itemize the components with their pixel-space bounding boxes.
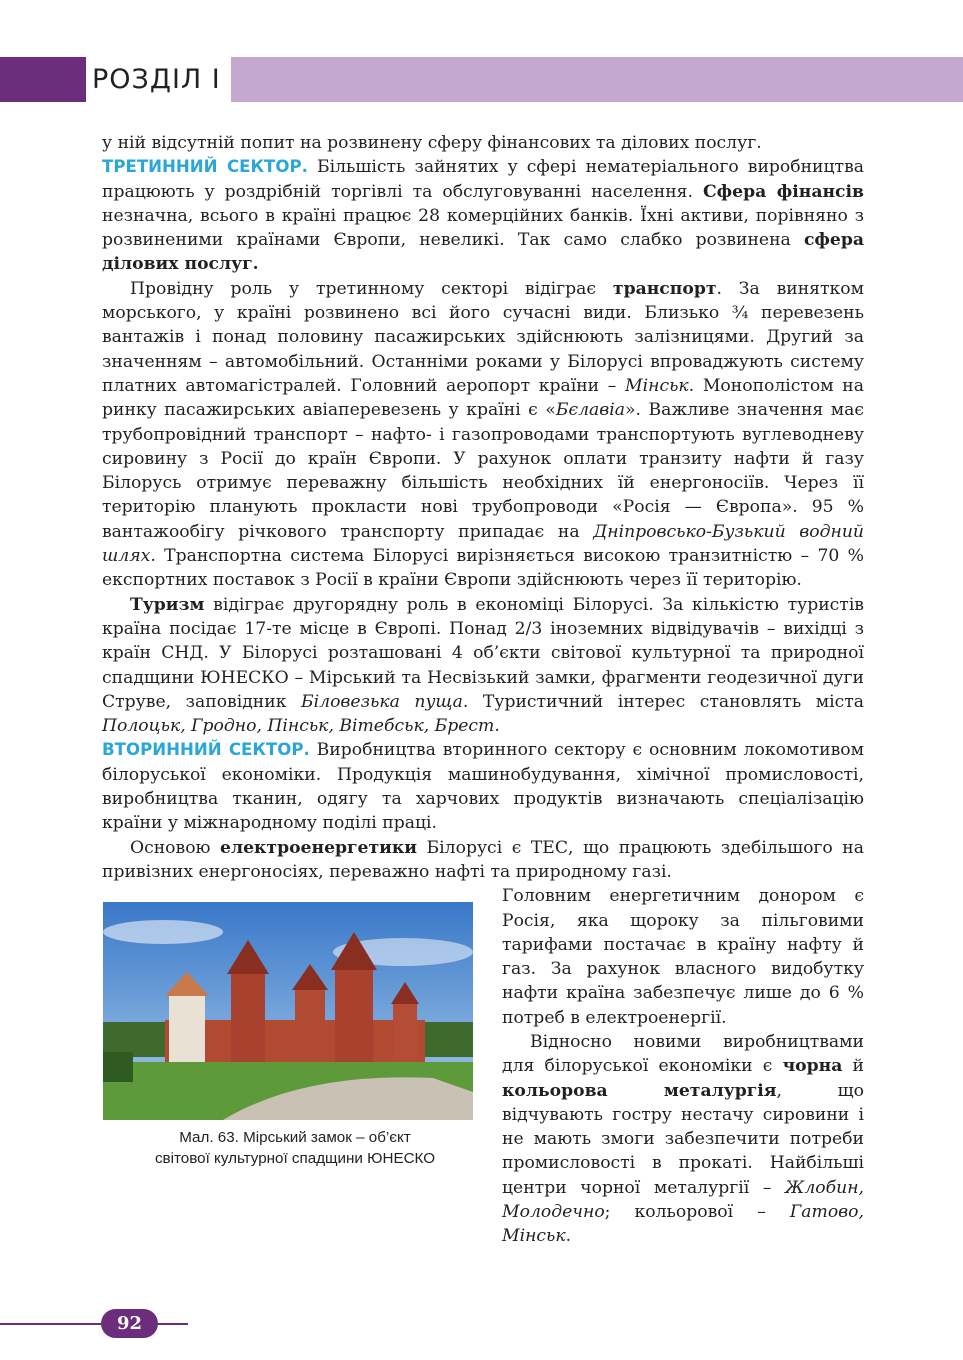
- text-run: Білорусі є ТЕС, що працюють здебільшого на привізних енергоносіях, переважно нафті та природному газі.: [102, 837, 864, 882]
- text-run: й: [842, 1056, 865, 1077]
- paragraph: [102, 593, 864, 739]
- text-run: . За винятком морського, у країні розвинено всі його сучасні види. Близько ¾ перевезень вантажів і понад половину пасажирських здійснюють залізницями. Другий за значенням – автомобільний. Останніми роками у Білорусі впроваджують систему платних автомагістралей. Головний аеропорт країни –: [102, 278, 864, 396]
- term: електроенергетики: [220, 837, 418, 858]
- castle-photo: [103, 902, 473, 1120]
- caption-line: світової культурної спадщини ЮНЕСКО: [154, 1150, 436, 1168]
- text-run: Відносно новими виробництвами для білоруської економіки є: [502, 1031, 864, 1077]
- paragraph: [102, 836, 864, 885]
- text-run: відіграє другорядну роль в економіці Білорусі. За кількістю туристів країна посідає 17-те місце в Європі. Понад 2/3 іноземних відвідувачів – вихідці з країн СНД. У Білорусі розташовані 4 об’єкти світової культурної та природної спадщини ЮНЕСКО – Мірський та Несвізький замки, фрагменти геодезичної дуги Струве, заповідник: [102, 594, 864, 712]
- text-run: ; кольорової –: [604, 1202, 790, 1223]
- place-name: Бєлавіа: [555, 400, 626, 421]
- header-accent-bar: [0, 57, 86, 102]
- footer-rule: [0, 1323, 188, 1325]
- figure: [102, 884, 488, 1246]
- term: кольорова металургія: [502, 1080, 777, 1101]
- caption-line: Мал. 63. Мірський замок – об’єкт: [179, 1129, 411, 1147]
- text-run: , що відчувають гостру нестачу сировини і не мають змоги забезпечити потреби промисловості в прокаті. Найбільші центри чорної металургії –: [502, 1080, 864, 1198]
- text-run: .: [565, 1226, 572, 1247]
- place-name: Біловезька пуща: [301, 691, 463, 712]
- paragraph: у ній відсутній попит на розвинену сферу фінансових та ділових послуг.: [102, 133, 762, 153]
- text-run: незначна, всього в країні працює 28 комерційних банків. Їхні активи, порівняно з розвиненими країнами Європи, невеликі. Так само слабко розвинена: [102, 205, 864, 251]
- text-run: Більшість зайнятих у сфері нематеріального виробництва працюють у роздрібній торгівлі та обслуговуванні населення.: [102, 157, 864, 202]
- text-run: Основою: [130, 837, 221, 858]
- place-name: Дніпровсько-Бузький водний шлях: [102, 521, 864, 567]
- term: Туризм: [130, 594, 205, 615]
- term: сфера ділових послуг.: [102, 230, 864, 275]
- text-run: .: [494, 716, 500, 737]
- section-heading-secondary: ВТОРИННИЙ СЕКТОР.: [102, 740, 310, 760]
- section-title: РОЗДІЛ І: [92, 64, 221, 95]
- term: Сфера фінансів: [702, 181, 864, 202]
- figure-caption: [102, 1127, 488, 1169]
- text-run: . Монополістом на ринку пасажирських авіаперевезень у країні є «: [102, 375, 864, 421]
- place-name: Гатово, Мінськ: [502, 1202, 864, 1247]
- section-heading-tertiary: ТРЕТИННИЙ СЕКТОР.: [102, 157, 308, 177]
- header-band: [231, 57, 963, 102]
- place-name: Жлобин, Молодечно: [502, 1177, 864, 1223]
- paragraph-continuation: Головним енергетичним донором є Росія, яка щороку за пільговими тарифами постачає в країну нафту й газ. За рахунок власного видобутку нафти країна забезпечує лише до 6 % потреб в електроенергії.: [502, 886, 864, 1028]
- paragraph: [102, 155, 864, 276]
- page-number: 92: [101, 1309, 158, 1338]
- term: транспорт: [612, 278, 717, 299]
- place-name: Мінськ: [625, 375, 689, 396]
- text-run: . Транспортна система Білорусі вирізняється високою транзитністю – 70 % експортних поставок з Росії в країни Європи здійснюють через її територію.: [102, 546, 864, 591]
- text-run: Провідну роль у третинному секторі відіграє: [130, 278, 613, 299]
- text-run: . Туристичний інтерес становлять міста: [462, 691, 865, 712]
- term: чорна: [782, 1056, 843, 1077]
- paragraph: [102, 738, 864, 835]
- text-run: Виробництва вторинного сектору є основним локомотивом білоруської економіки. Продукція машинобудування, хімічної промисловості, виробництва тканин, одягу та харчових продуктів визначають спеціалізацію країни у міжнародному поділі праці.: [102, 740, 864, 834]
- paragraph: [102, 277, 864, 593]
- main-text: [102, 131, 864, 1249]
- place-name: Полоцьк, Гродно, Пінськ, Вітебськ, Брест: [102, 716, 495, 737]
- text-run: ». Важливе значення має трубопровідний транспорт – нафто- і газопроводами транспортують вуглеводневу сировину з Росії до країн Європи. У рахунок оплати транзиту нафти й газу Білорусь отримує переважну більшість необхідних їй енергоносіїв. Через її територію планують прокласти нові трубопроводи «Росія — Європа». 95 % вантажообігу річкового транспорту припадає на: [102, 400, 865, 542]
